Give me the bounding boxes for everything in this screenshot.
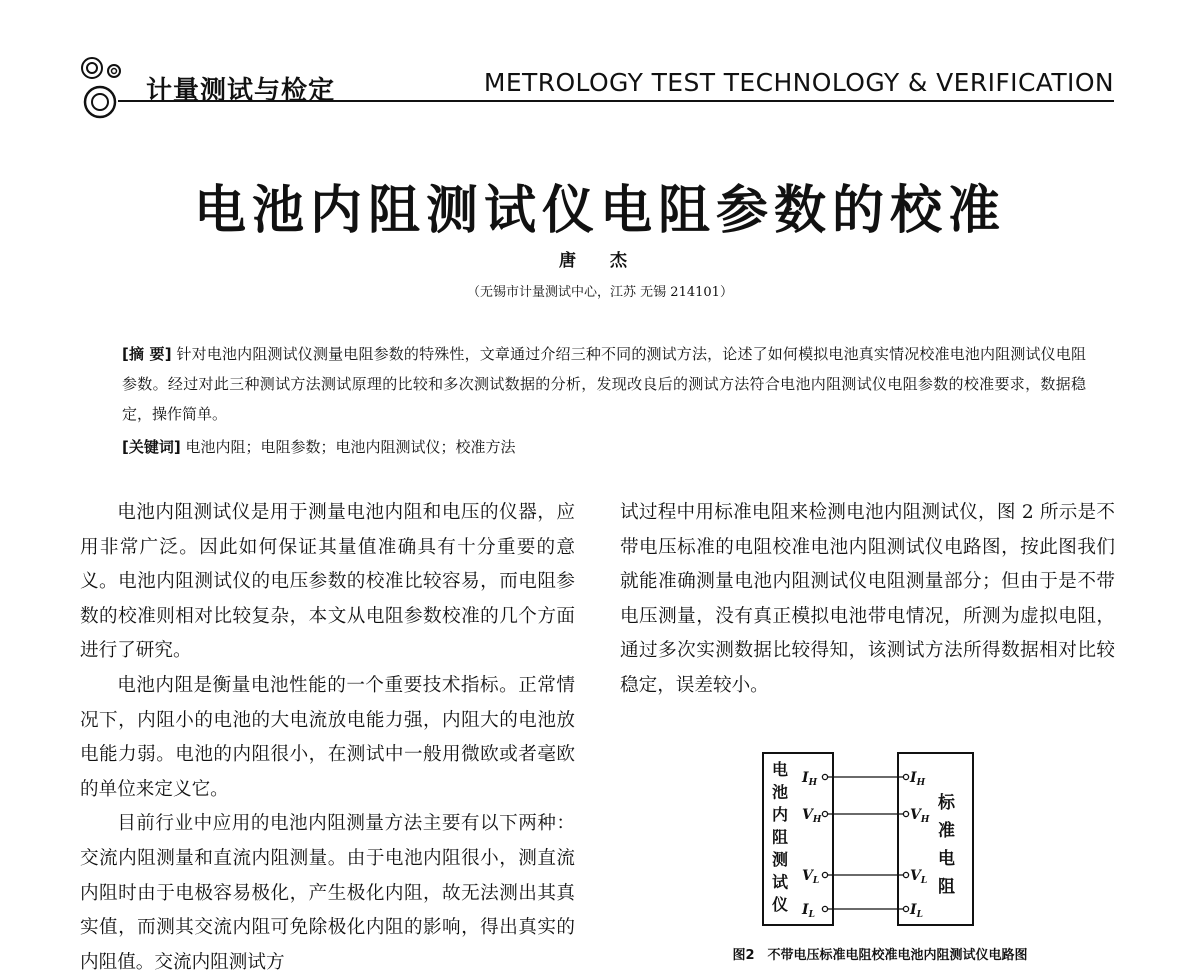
body-paragraph: 电池内阻是衡量电池性能的一个重要技术指标。正常情况下，内阻小的电池的大电流放电能力强，内阻大的电池放电能力弱。电池的内阻很小，在测试中一般用微欧或者毫欧的单位来定义它。 (80, 674, 575, 800)
abstract-label: [摘 要] (122, 345, 172, 363)
terminal-node-right (903, 872, 908, 877)
journal-logo-icon (78, 54, 146, 124)
paper-affiliation: （无锡市计量测试中心，江苏 无锡 214101） (467, 285, 733, 300)
tester-label-char: 池 (772, 782, 789, 802)
journal-name-cn: 计量测试与检定 (146, 76, 336, 106)
terminal-node-left (822, 906, 827, 911)
body-column-right (620, 496, 1115, 704)
paper-title: 电池内阻测试仪电阻参数的校准 (193, 180, 1006, 241)
terminal-node-right (903, 906, 908, 911)
terminal-node-left (822, 872, 827, 877)
terminal-node-right (903, 774, 908, 779)
standard-label-char: 准 (938, 821, 955, 841)
body-paragraph: 电池内阻测试仪是用于测量电池内阻和电压的仪器，应用非常广泛。因此如何保证其量值准确具有十分重要的意义。电池内阻测试仪的电压参数的校准比较容易，而电阻参数的校准则相对比较复杂，本文从电阻参数校准的几个方面进行了研究。 (80, 502, 575, 662)
standard-label-char: 标 (938, 793, 955, 813)
terminal-node-right (903, 811, 908, 816)
standard-label-char: 阻 (938, 877, 955, 897)
terminal-label-right: $I_H$ (910, 770, 926, 788)
terminal-subscript: L (916, 910, 923, 920)
keywords (122, 432, 1086, 462)
journal-name-en: METROLOGY TEST TECHNOLOGY & VERIFICATION (483, 68, 1114, 97)
terminal-label-right: $V_L$ (910, 868, 928, 886)
standard-label-char: 电 (938, 849, 955, 869)
body-paragraph: 试过程中用标准电阻来检测电池内阻测试仪，图 2 所示是不带电压标准的电阻校准电池内阻测试仪电路图，按此图我们就能准确测量电池内阻测试仪电阻测量部分；但由于是不带电压测量，没有真正模拟电池带电情况，所测为虚拟电阻，通过多次实测数据比较得知，该测试方法所得数据相对比较稳定，误差较小。 (620, 502, 1115, 696)
terminal-label-right: $V_H$ (910, 807, 930, 825)
body-column-left (80, 496, 575, 980)
keywords-text: 电池内阻；电阻参数；电池内阻测试仪；校准方法 (185, 438, 516, 456)
body-paragraph: 目前行业中应用的电池内阻测量方法主要有以下两种：交流内阻测量和直流内阻测量。由于电池内阻很小，测直流内阻时由于电极容易极化，产生极化内阻，故无法测出其真实值，而测其交流内阻可免除极化内阻的影响，得出真实的内阻值。交流内阻测试方 (80, 813, 575, 973)
figure-caption: 图2 不带电压标准电阻校准电池内阻测试仪电路图 (732, 948, 1028, 963)
terminal-subscript: H (812, 815, 822, 825)
terminal-label-left: $V_H$ (802, 807, 822, 825)
tester-label-char: 试 (772, 872, 789, 892)
terminal-subscript: L (808, 910, 815, 920)
keywords-label: [关键词] (122, 438, 181, 456)
tester-label-char: 测 (772, 850, 789, 869)
journal-header (78, 46, 1118, 126)
terminal-label-left: $V_L$ (802, 868, 820, 886)
tester-label-char: 内 (772, 805, 789, 824)
abstract-text: 针对电池内阻测试仪测量电阻参数的特殊性，文章通过介绍三种不同的测试方法，论述了如何模拟电池真实情况校准电池内阻测试仪电阻参数。经过对此三种测试方法测试原理的比较和多次测试数据的分析，发现改良后的测试方法符合电池内阻测试仪电阻参数的校准要求，数据稳定，操作简单。 (122, 345, 1086, 423)
paper-author: 唐 杰 (559, 251, 641, 271)
terminal-label-right: $I_L$ (910, 902, 923, 920)
circuit-diagram (762, 750, 987, 930)
terminal-subscript: L (920, 876, 928, 886)
terminal-node-left (822, 774, 827, 779)
terminal-node-left (822, 811, 827, 816)
tester-label-char: 电 (772, 760, 789, 779)
terminal-subscript: L (812, 876, 820, 886)
tester-label-char: 阻 (772, 827, 789, 847)
terminal-subscript: H (808, 778, 818, 788)
terminal-subscript: H (916, 778, 926, 788)
terminal-label-left: $I_H$ (802, 770, 818, 788)
terminal-label-left: $I_L$ (802, 902, 815, 920)
tester-label-char: 仪 (772, 895, 789, 914)
abstract (122, 339, 1086, 429)
terminal-subscript: H (920, 815, 930, 825)
header-divider (118, 100, 1114, 102)
